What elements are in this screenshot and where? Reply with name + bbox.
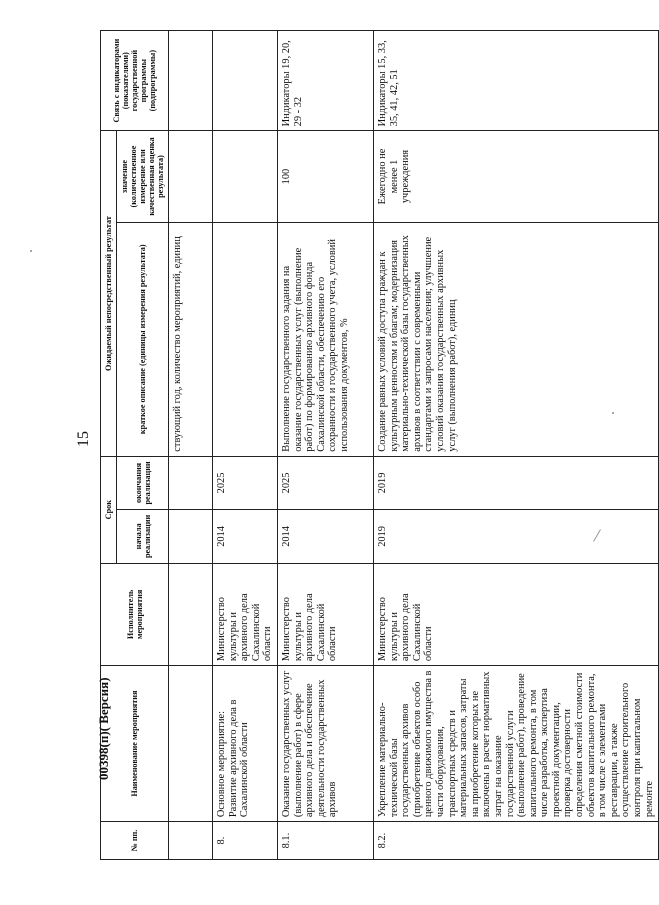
cell-desc: ствующий год, количество мероприятий, единиц — [169, 222, 213, 456]
cell-end — [169, 456, 213, 509]
table-row — [373, 31, 658, 860]
header-name: Наименование мероприятия — [101, 666, 169, 822]
cell-name: Оказание государственных услуг (выполнение работ) в сфере архивного дела и обеспечение деятельности государственных архивов — [277, 666, 373, 822]
cell-link: Индикаторы 19, 20, 29 - 32 — [277, 31, 373, 131]
header-result-value: значение (количественное измерение или качественная оценка результата) — [117, 131, 169, 222]
rotated-table-container — [100, 30, 655, 860]
cell-value: 100 — [277, 131, 373, 222]
cell-end: 2019 — [373, 456, 658, 509]
header-term-end: окончания реализации — [117, 456, 169, 509]
cell-name: Укрепление материально-технической базы государственных архивов (приобретение объектов особо ценного движимого имущества в части оборудования, транспортных средств и материальных запасов, затраты на приобретение которых не включены в расчет нормативных затрат на оказание государственной услуги (выполнение работ), проведение капитального ремонта, в том числе разработка, экспертиза проектной документации, проверка достоверности определения сметной стоимости объектов капитального ремонта, в том числе с элементами реставрации, а также осуществление строительного контроля при капитальном ремонте — [373, 666, 658, 822]
cell-desc: Выполнение государственного задания на оказание государственных услуг (выполнение работ) по формированию архивного фонда Сахалинской области, обеспечению его сохранности и государственного учета, условий использования документов, % — [277, 222, 373, 456]
cell-link — [169, 31, 213, 131]
cell-desc — [213, 222, 278, 456]
cell-executor: Министерство культуры и архивного дела Сахалинской области — [373, 563, 658, 666]
header-result: Ожидаемый непосредственный результат — [101, 131, 117, 456]
scan-artifact-dot — [612, 412, 614, 414]
cell-link — [213, 31, 278, 131]
cell-start: 2019 — [373, 510, 658, 563]
header-executor: Исполнитель мероприятия — [101, 563, 169, 666]
cell-value — [169, 131, 213, 222]
header-term: Срок — [101, 456, 117, 563]
header-link: Связь с индикаторами (показателями) государственной программы (подпрограммы) — [101, 31, 169, 131]
cell-num: 8.2. — [373, 822, 658, 860]
cell-start — [169, 510, 213, 563]
header-num: № пп. — [101, 822, 169, 860]
cell-executor: Министерство культуры и архивного дела Сахалинской области — [213, 563, 278, 666]
document-footer-code: 00398(п)( Версия) — [96, 677, 111, 780]
cell-name — [169, 666, 213, 822]
cell-num: 8.1. — [277, 822, 373, 860]
table-row — [277, 31, 373, 860]
cell-start: 2014 — [277, 510, 373, 563]
cell-num — [169, 822, 213, 860]
cell-start: 2014 — [213, 510, 278, 563]
page-number: 15 — [75, 431, 92, 447]
cell-value — [213, 131, 278, 222]
scan-artifact-dot — [30, 250, 32, 252]
cell-end: 2025 — [213, 456, 278, 509]
cell-end: 2025 — [277, 456, 373, 509]
cell-executor: Министерство культуры и архивного дела Сахалинской области — [277, 563, 373, 666]
table-row — [169, 31, 213, 860]
cell-name: Основное мероприятие: Развитие архивного дела в Сахалинской области — [213, 666, 278, 822]
header-term-start: начала реализации — [117, 510, 169, 563]
cell-desc: Создание равных условий доступа граждан к культурным ценностям и благам; модернизация материально-технической базы государственных архивов в соответствии с современными стандартами и запросами населения; улучшение условий оказания государственных архивных услуг (выполнения работ), единиц — [373, 222, 658, 456]
cell-link: Индикаторы 15, 33, 35, 41, 42, 51 — [373, 31, 658, 131]
cell-executor — [169, 563, 213, 666]
activities-table — [100, 30, 659, 860]
cell-num: 8. — [213, 822, 278, 860]
header-result-desc: краткое описание (единицы измерения результата) — [117, 222, 169, 456]
cell-value: Ежегодно не менее 1 учреждения — [373, 131, 658, 222]
table-row — [213, 31, 278, 860]
